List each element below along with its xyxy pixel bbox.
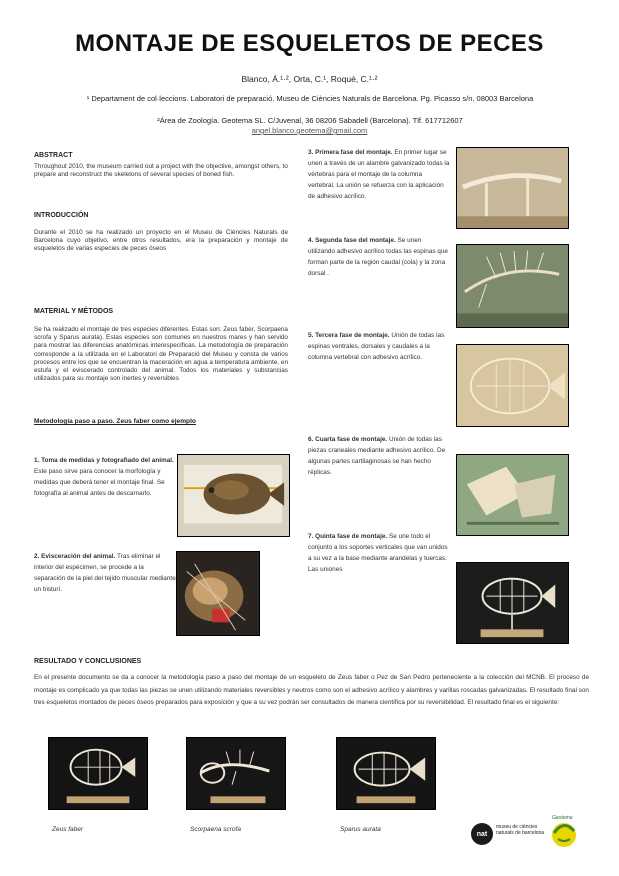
caption-scorpaena-scrofa: Scorpaena scrofa: [190, 826, 241, 833]
photo-step-4: [456, 244, 569, 328]
step-1-body: Este paso sirve para conocer la morfología y medidas que deberá tener el montaje final. Se fotografía al animal antes de descarnarlo.: [34, 468, 165, 497]
step-6-text: [308, 434, 450, 478]
step-7-text: [308, 531, 450, 575]
step-3-label: 3. Primera fase del montaje.: [308, 149, 393, 156]
caption-sparus-aurata: Sparus aurata: [340, 826, 381, 833]
photo-sparus-aurata: [336, 737, 436, 810]
email-link[interactable]: angel.blanco.geotema@gmail.com: [251, 126, 368, 135]
authors: Blanco, Á.¹·², Orta, C.¹, Roqué, C.¹·²: [241, 74, 378, 84]
results-text: En el presente documento se da a conocer la metodología paso a paso del montaje de un esqueleto de Zeus faber o Pez de San Pedro perteneciente a la colección del MCNB. El proceso de montaje es complicado ya que todas las piezas se unen utilizando materiales reversibles y neutros como son el adhesivo acrílico y alambres y varillas roscadas galvanizadas. El resultado final son tres esqueletos montados de peces óseos preparados para exposición y que a su vez podrán ser consultados de manera científica por su reversibilidad. El resultado final es el siguiente:: [34, 674, 589, 706]
results-heading: RESULTADO Y CONCLUSIONES: [34, 658, 142, 665]
step-6-body: Unión de todas las piezas craneales mediante adhesivo acrílico. De algunas partes cartilaginosas se han hecho réplicas.: [308, 436, 446, 476]
step-6-label: 6. Cuarta fase de montaje.: [308, 436, 388, 443]
step-1-text: [34, 455, 176, 499]
photo-step-3: [456, 147, 569, 229]
photo-step-5: [456, 344, 569, 427]
step-3-text: [308, 147, 450, 202]
photo-step-2: [176, 551, 260, 636]
intro-text: Durante el 2010 se ha realizado un proyecto en el Museu de Ciències Naturals de Barcelona cuyo objetivo, entre otros resultados, era la preparación y montaje de esqueletos de varias especies de peces óseos: [34, 229, 288, 253]
step-2-label: 2. Evisceración del animal.: [34, 553, 116, 560]
photo-step-7: [456, 562, 569, 644]
museum-logo-text: museu de ciències naturals de barcelona: [496, 824, 545, 836]
methods-text: Se ha realizado el montaje de tres especies diferentes. Estas son: Zeus faber, Scorpaena scrofa y Sparus aurata). Estas especies son comunes en nuestros mares y han servido para mostrar las diferencias anatómicas interespecíficas. La metodología de preparación corresponde a la utilizada en el Laboratori de Preparació del Museu y consta de varios procesos entre los que se encuentran la maceración en agua a temperatura ambiente, en estufa y el eviscerado controlado del animal. Todos los materiales y substancias utilizados para su montaje son inertes y reversibles: [34, 326, 288, 383]
abstract-heading: ABSTRACT: [34, 152, 73, 159]
step-7-label: 7. Quinta fase de montaje.: [308, 533, 388, 540]
step-1-label: 1. Toma de medidas y fotografiado del animal.: [34, 457, 174, 464]
step-5-body: Unión de todas las espinas ventrales, dorsales y caudales a la columna vertebral con adhesivo acrílico.: [308, 332, 445, 361]
museum-logo-badge-text: nat: [476, 830, 488, 838]
geotema-logo: [548, 813, 580, 849]
photo-step-1: [177, 454, 290, 537]
intro-heading: INTRODUCCIÓN: [34, 212, 89, 219]
step-2-text: [34, 551, 176, 595]
abstract-text: Throughout 2010, the museum carried out a project with the objective, amongst others, to prepare and reconstruct the skeletons of several species of boned fish.: [34, 163, 288, 179]
step-4-label: 4. Segunda fase del montaje.: [308, 237, 396, 244]
step-2-body: Tras eliminar el interior del espécimen, se procede a la separación de la piel del tejido muscular mediante un bisturí.: [34, 553, 176, 593]
affiliation-2: ²Área de Zoología. Geotema SL. C/Juvenal, 36 08206 Sabadell (Barcelona). Tlf. 617712607: [157, 116, 463, 125]
step-7-body: Se une todo el conjunto a los soportes verticales que van unidos a su vez a la base mediante arandelas y tuercas. Las uniones: [308, 533, 448, 573]
photo-scorpaena-scrofa: [186, 737, 286, 810]
photo-step-6: [456, 454, 569, 536]
poster-title: MONTAJE DE ESQUELETOS DE PECES: [75, 30, 544, 57]
step-4-text: [308, 235, 450, 279]
photo-zeus-faber: [48, 737, 148, 810]
step-3-body: En primer lugar se unen a través de un alambre galvanizado todas la vértebras para el montaje de la columna vertebral. La unión se refuerza con la aplicación de adhesivo acrílico.: [308, 149, 450, 200]
step-5-text: [308, 330, 450, 363]
museum-logo-badge: [471, 823, 493, 845]
methods-heading: MATERIAL Y MÉTODOS: [34, 308, 114, 315]
step-4-body: Se unen utilizando adhesivo acrílico todas las espinas que forman parte de la región caudal (cola) y la zona dorsal .: [308, 237, 448, 277]
geotema-logo-text: Geotema: [552, 815, 573, 821]
methods-subheading: Metodología paso a paso. Zeus faber como ejemplo: [34, 418, 196, 425]
step-5-label: 5. Tercera fase de montaje.: [308, 332, 390, 339]
affiliation-1: ¹ Departament de col·leccions. Laboratori de preparació. Museu de Ciències Naturals de Barcelona. Pg. Picasso s/n. 08003 Barcelona: [86, 94, 534, 103]
caption-zeus-faber: Zeus faber: [52, 826, 84, 833]
